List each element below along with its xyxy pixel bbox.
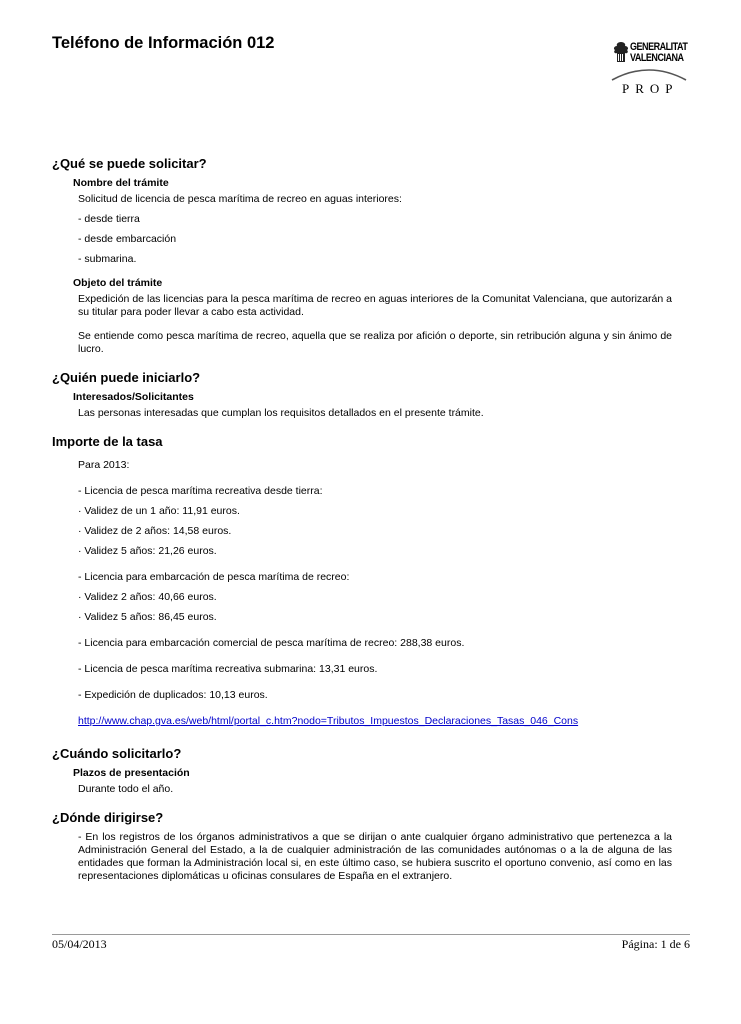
section-que xyxy=(52,156,672,356)
section-quien xyxy=(52,370,672,420)
paragraph: Para 2013: xyxy=(78,459,130,471)
paragraph: - En los registros de los órganos administrativos a que se dirijan o ante cualquier órgano administrativo que pertenezca a la Administración General del Estado, a la de cualquier administración de las comunidades autónomas o a la de alguna de las entidades que forman la Administración local si, en este último caso, se hubiera suscrito el oportuno convenio, así como en las representaciones diplomáticas u oficinas consulares de España en el extranjero. xyxy=(78,831,672,882)
section-heading: ¿Qué se puede solicitar? xyxy=(52,156,207,171)
section-heading: ¿Quién puede iniciarlo? xyxy=(52,370,201,385)
field-label: Plazos de presentación xyxy=(73,767,190,779)
paragraph: - desde embarcación xyxy=(78,233,177,245)
paragraph: - submarina. xyxy=(78,253,137,265)
paragraph: - Licencia para embarcación de pesca marítima de recreo: xyxy=(78,571,350,583)
field-label: Nombre del trámite xyxy=(73,177,169,189)
paragraph: - Expedición de duplicados: 10,13 euros. xyxy=(78,689,268,701)
paragraph: Expedición de las licencias para la pesca marítima de recreo en aguas interiores de la Comunitat Valenciana, que autorizarán a su titular para poder llevar a cabo esta actividad. xyxy=(78,293,672,318)
tasa-link[interactable]: http://www.chap.gva.es/web/html/portal_c.htm?nodo=Tributos_Impuestos_Declaraciones_Tasas_046_Cons xyxy=(78,715,579,727)
paragraph: Se entiende como pesca marítima de recreo, aquella que se realiza por afición o deporte, sin retribución alguna y sin ánimo de lucro. xyxy=(78,330,672,355)
paragraph: - Licencia de pesca marítima recreativa submarina: 13,31 euros. xyxy=(78,663,378,675)
paragraph: Solicitud de licencia de pesca marítima de recreo en aguas interiores: xyxy=(78,193,402,205)
footer-page-number: Página: 1 de 6 xyxy=(621,937,690,951)
logo-arc xyxy=(608,66,690,82)
paragraph: · Validez de un 1 año: 11,91 euros. xyxy=(78,505,240,517)
paragraph: - desde tierra xyxy=(78,213,140,225)
paragraph: Las personas interesadas que cumplan los requisitos detallados en el presente trámite. xyxy=(78,407,484,419)
logo-line1: GENERALITAT xyxy=(630,41,688,53)
page-title: Teléfono de Información 012 xyxy=(52,34,275,52)
paragraph: - Licencia de pesca marítima recreativa desde tierra: xyxy=(78,485,323,497)
field-label: Objeto del trámite xyxy=(73,277,163,289)
paragraph: - Licencia para embarcación comercial de pesca marítima de recreo: 288,38 euros. xyxy=(78,637,465,649)
section-tasa xyxy=(52,434,672,728)
footer-divider xyxy=(52,934,690,935)
bat-crest-icon xyxy=(612,40,630,66)
logo-prop: PROP xyxy=(622,81,679,96)
section-donde xyxy=(52,810,672,883)
paragraph: · Validez 2 años: 40,66 euros. xyxy=(78,591,217,603)
footer-date: 05/04/2013 xyxy=(52,937,107,951)
section-heading: ¿Dónde dirigirse? xyxy=(52,810,164,825)
section-heading: ¿Cuándo solicitarlo? xyxy=(52,746,182,761)
paragraph: Durante todo el año. xyxy=(78,783,174,795)
section-cuando xyxy=(52,746,672,796)
logo-line2: VALENCIANA xyxy=(630,52,684,64)
document-body xyxy=(52,156,672,897)
paragraph: · Validez de 2 años: 14,58 euros. xyxy=(78,525,232,537)
generalitat-valenciana-logo xyxy=(608,36,690,100)
section-heading: Importe de la tasa xyxy=(52,434,163,449)
paragraph: · Validez 5 años: 21,26 euros. xyxy=(78,545,217,557)
paragraph: · Validez 5 años: 86,45 euros. xyxy=(78,611,217,623)
field-label: Interesados/Solicitantes xyxy=(73,391,194,403)
